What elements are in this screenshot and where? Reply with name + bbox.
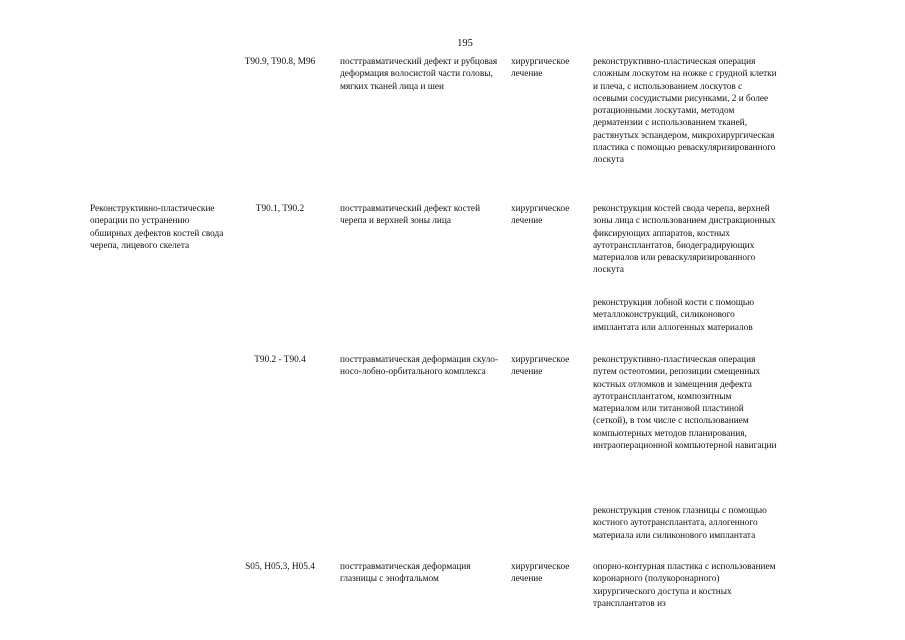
table-cell-method: реконструктивно-пластическая операция сложным лоскутом на ножке с грудной клетки и плеча, с использованием лоскутов с осевыми сосудистыми рисунками, 2 и более ротационными лоскутами, методом дерматензии с использованием тканей, растянутых эспандером, микрохирургическая пластика с помощью реваскуляризированного лоскута	[593, 57, 777, 166]
table-cell-treatment-type: хирургическое лечение	[511, 204, 570, 227]
table-cell-diagnosis: посттравматический дефект костей черепа и верхней зоны лица	[340, 204, 481, 227]
table-cell-method: реконструкция лобной кости с помощью металлоконструкций, силиконового имплантата или аллогенных материалов	[593, 298, 755, 333]
table-cell-codes: S05, H05.3, H05.4	[245, 562, 315, 572]
table-cell-method: реконструкция стенок глазницы с помощью костного аутотрансплантата, аллогенного материала или силиконового имплантата	[593, 506, 767, 541]
table-cell-codes: T90.9, T90.8, M96	[244, 57, 316, 67]
table-cell-treatment-type: хирургическое лечение	[511, 562, 570, 585]
table-cell-diagnosis: посттравматическая деформация скуло-носо-лобно-орбитального комплекса	[340, 355, 499, 378]
table-cell-method: опорно-контурная пластика с использованием коронарного (полукоронарного) хирургического доступа и костных трансплантатов из	[593, 562, 776, 609]
table-cell-diagnosis: посттравматическая деформация глазницы с энофтальмом	[340, 562, 471, 585]
table-cell-diagnosis: посттравматический дефект и рубцовая деформация волосистой части головы, мягких тканей лица и шеи	[340, 57, 498, 92]
table-cell-method: реконструктивно-пластическая операция путем остеотомии, репозиции смещенных костных отломков и замещения дефекта аутотрансплантатом, композитным материалом или титановой пластиной (сеткой), в том числе с использованием компьютерных методов планирования, интраоперационной компьютерной навигации	[593, 355, 777, 452]
table-cell-category: Реконструктивно-пластические операции по устранению обширных дефектов костей свода черепа, лицевого скелета	[90, 204, 224, 251]
table-cell-treatment-type: хирургическое лечение	[511, 57, 570, 80]
table-cell-method: реконструкция костей свода черепа, верхней зоны лица с использованием дистракционных фиксирующих аппаратов, костных аутотрансплантатов, биодеградирующих материалов или реваскуляризированного лоскута	[593, 204, 776, 276]
table-cell-codes: T90.2 - T90.4	[254, 355, 306, 365]
table-cell-treatment-type: хирургическое лечение	[511, 355, 570, 378]
table-cell-codes: T90.1, T90.2	[255, 204, 305, 214]
page-number: 195	[457, 38, 473, 49]
